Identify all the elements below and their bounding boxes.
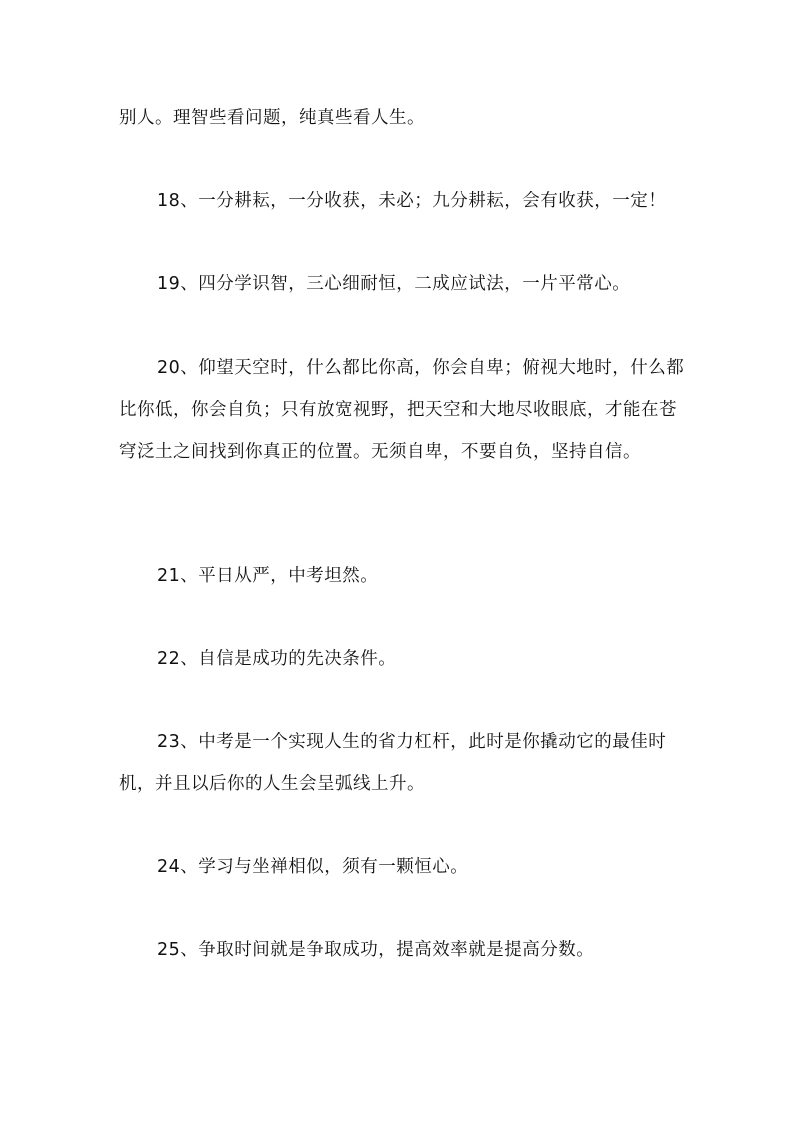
paragraph-item-20: 20、仰望天空时，什么都比你高，你会自卑；俯视大地时，什么都比你低，你会自负；只有放宽视野，把天空和大地尽收眼底，才能在苍穹泛土之间找到你真正的位置。无须自卑，不要自负，坚持自信。: [119, 358, 685, 462]
paragraph-item-24: 24、学习与坐禅相似，须有一颗恒心。: [157, 857, 469, 877]
paragraph-item-18: 18、一分耕耘，一分收获，未必；九分耕耘，会有收获，一定！: [157, 191, 667, 211]
paragraph-item-22: 22、自信是成功的先决条件。: [157, 649, 397, 669]
paragraph-item-23: 23、中考是一个实现人生的省力杠杆，此时是你撬动它的最佳时机，并且以后你的人生会呈弧线上升。: [119, 732, 667, 794]
paragraph-item-25: 25、争取时间就是争取成功，提高效率就是提高分数。: [157, 940, 595, 960]
paragraph-item-21: 21、平日从严，中考坦然。: [157, 566, 379, 586]
paragraph-continuation: 别人。理智些看问题，纯真些看人生。: [119, 108, 425, 128]
paragraph-item-19: 19、四分学识智，三心细耐恒，二成应试法，一片平常心。: [157, 274, 631, 294]
